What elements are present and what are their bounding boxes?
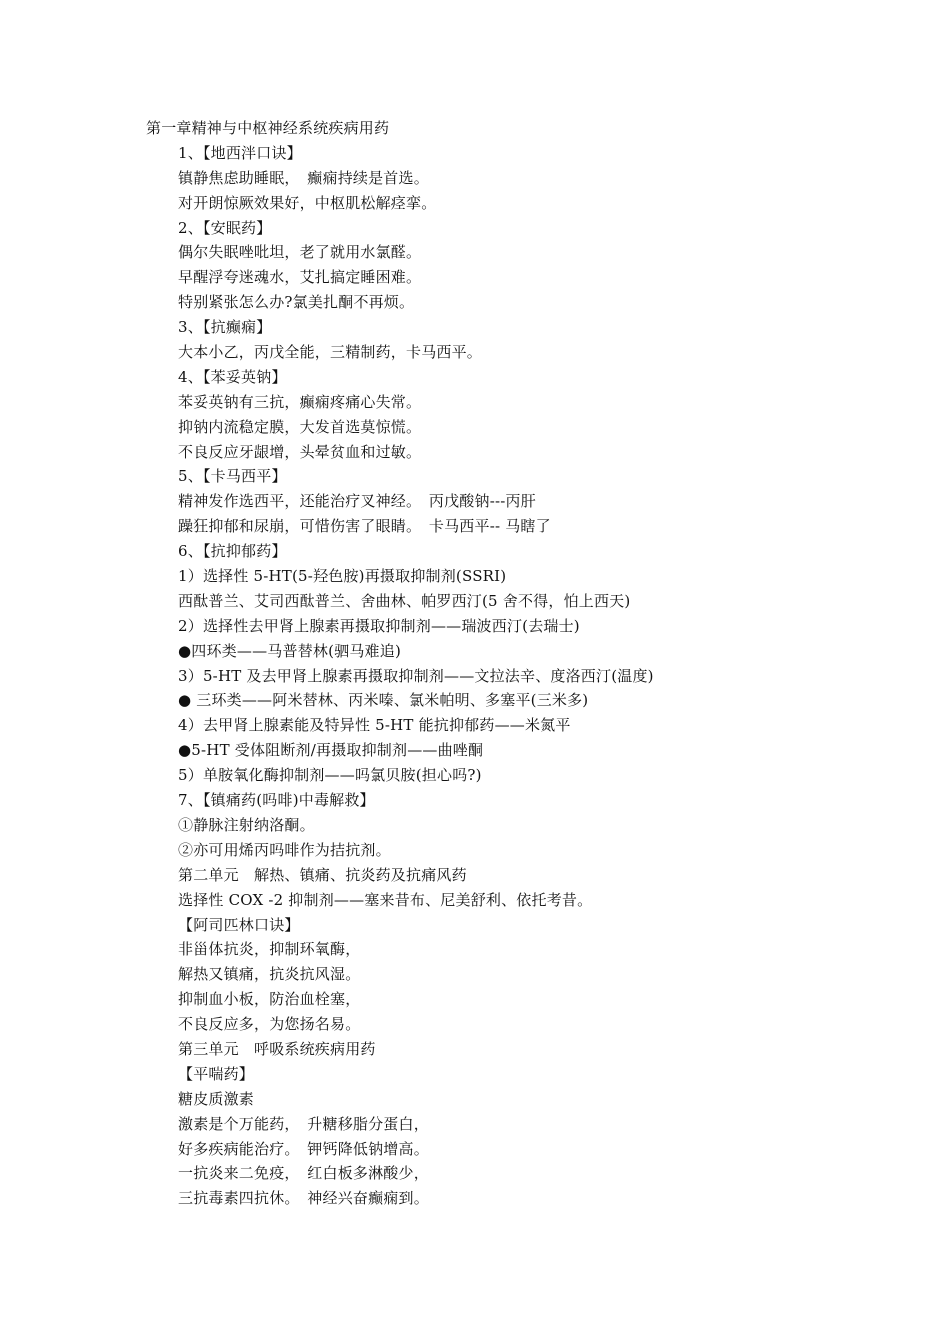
text-line: 5）单胺氧化酶抑制剂——吗氯贝胺(担心吗?)	[178, 766, 482, 785]
text-line: 偶尔失眠唑吡坦，老了就用水氯醛。	[178, 243, 422, 262]
text-line: 镇静焦虑助睡眠， 癫痫持续是首选。	[178, 168, 429, 187]
text-line: 西酞普兰、艾司西酞普兰、舍曲林、帕罗西汀(5 舍不得，怕上西天)	[178, 591, 631, 610]
section-heading: 7、【镇痛药(吗啡)中毒解救】	[178, 791, 375, 810]
text-line: 精神发作选西平，还能治疗叉神经。 丙戊酸钠---丙肝	[178, 492, 536, 511]
text-line: ● 三环类——阿米替林、丙米嗪、氯米帕明、多塞平(三米多)	[178, 691, 589, 710]
section-heading: 5、【卡马西平】	[178, 467, 287, 486]
text-line: ●5-HT 受体阻断剂/再摄取抑制剂——曲唑酮	[178, 741, 484, 760]
text-line: 躁狂抑郁和尿崩，可惜伤害了眼睛。 卡马西平-- 马瞎了	[178, 517, 551, 536]
document-body	[146, 116, 906, 1211]
text-line: ●四环类——马普替林(驷马难追)	[178, 641, 401, 660]
text-line: 不良反应牙龈增，头晕贫血和过敏。	[178, 442, 422, 461]
text-line: 抑钠内流稳定膜，大发首选莫惊慌。	[178, 417, 422, 436]
section-heading: 4、【苯妥英钠】	[178, 367, 287, 386]
section-heading: 3、【抗癫痫】	[178, 318, 272, 337]
text-line: 特别紧张怎么办?氯美扎酮不再烦。	[178, 293, 415, 312]
text-line: 激素是个万能药， 升糖移脂分蛋白，	[178, 1114, 429, 1133]
section-heading: 【平喘药】	[178, 1064, 255, 1083]
text-line: ②亦可用烯丙吗啡作为拮抗剂。	[178, 840, 391, 859]
text-line: 好多疾病能治疗。 钾钙降低钠增高。	[178, 1139, 429, 1158]
text-line: 不良反应多，为您扬名易。	[178, 1015, 361, 1034]
text-line: 1）选择性 5-HT(5-羟色胺)再摄取抑制剂(SSRI)	[178, 567, 507, 586]
text-line: 对开朗惊厥效果好，中枢肌松解痉挛。	[178, 193, 437, 212]
section-heading: 1、【地西泮口诀】	[178, 143, 302, 162]
section-heading: 【阿司匹林口诀】	[178, 915, 300, 934]
text-line: 4）去甲肾上腺素能及特异性 5-HT 能抗抑郁药——米氮平	[178, 716, 571, 735]
text-line: 抑制血小板，防治血栓塞，	[178, 990, 361, 1009]
text-line: 一抗炎来二免疫， 红白板多淋酸少，	[178, 1164, 429, 1183]
unit-heading: 第二单元 解热、镇痛、抗炎药及抗痛风药	[178, 865, 467, 884]
text-line: 糖皮质激素	[178, 1089, 255, 1108]
text-line: ①静脉注射纳洛酮。	[178, 815, 315, 834]
text-line: 非甾体抗炎，抑制环氧酶，	[178, 940, 361, 959]
section-heading: 2、【安眠药】	[178, 218, 272, 237]
text-line: 3）5-HT 及去甲肾上腺素再摄取抑制剂——文拉法辛、度洛西汀(温度)	[178, 666, 654, 685]
section-heading: 6、【抗抑郁药】	[178, 542, 287, 561]
text-line: 选择性 COX -2 抑制剂——塞来昔布、尼美舒利、依托考昔。	[178, 890, 593, 909]
chapter-title: 第一章精神与中枢神经系统疾病用药	[146, 119, 390, 137]
text-line: 2）选择性去甲肾上腺素再摄取抑制剂——瑞波西汀(去瑞士)	[178, 616, 580, 635]
text-line: 大本小乙，丙戊全能，三精制药，卡马西平。	[178, 343, 483, 362]
text-line: 苯妥英钠有三抗，癫痫疼痛心失常。	[178, 392, 422, 411]
text-line: 三抗毒素四抗休。 神经兴奋癫痫到。	[178, 1189, 429, 1208]
text-line: 早醒浮夸迷魂水，艾扎搞定睡困难。	[178, 268, 422, 287]
text-line: 解热又镇痛，抗炎抗风湿。	[178, 965, 361, 984]
unit-heading: 第三单元 呼吸系统疾病用药	[178, 1039, 376, 1058]
